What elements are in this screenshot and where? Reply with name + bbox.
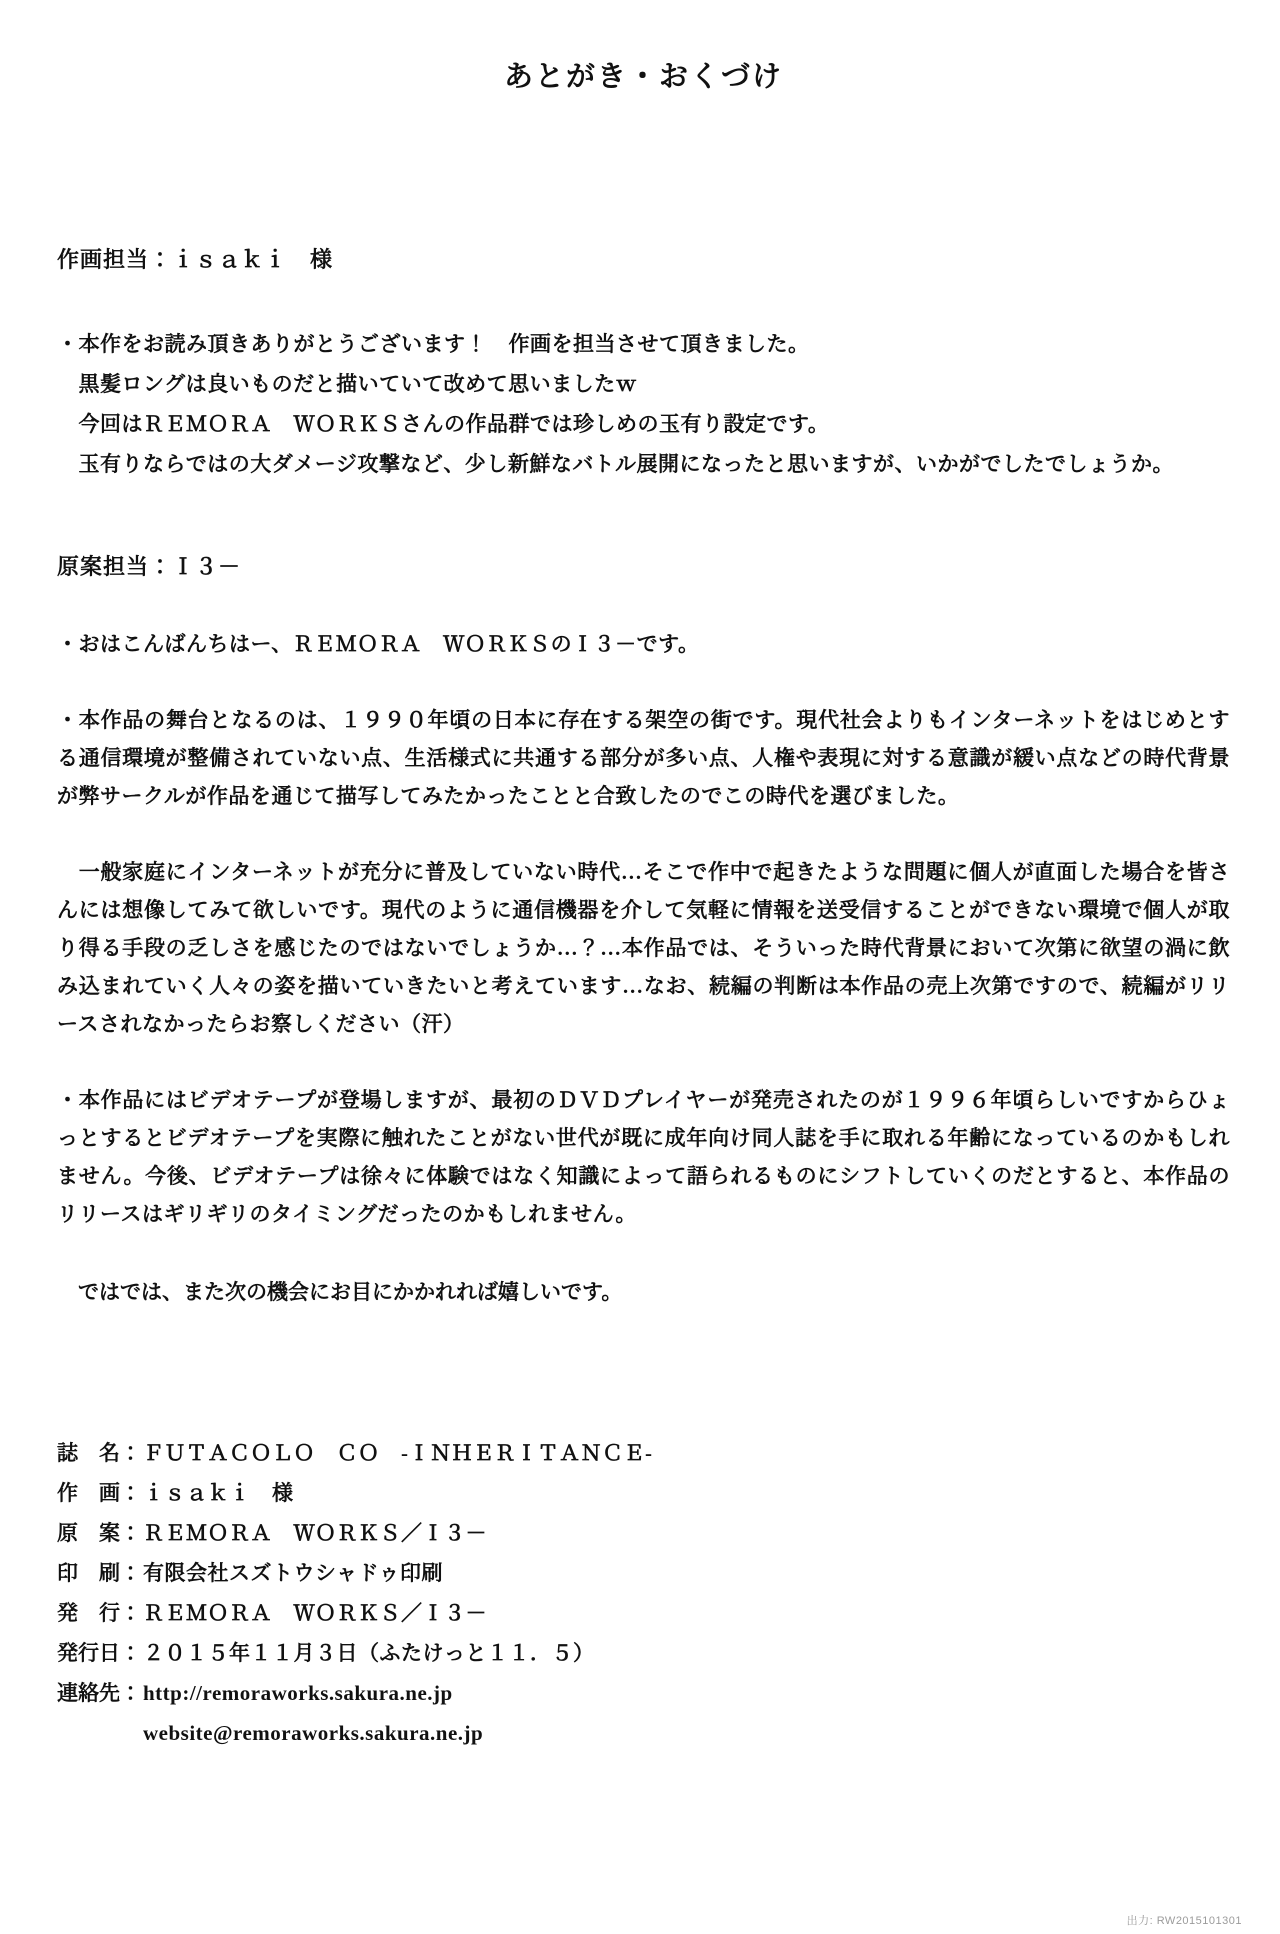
artist-section (57, 243, 1230, 484)
colophon-row-contact-email (57, 1713, 1230, 1753)
writer-paragraph-setting: ・本作品の舞台となるのは、１９９０年頃の日本に存在する架空の街です。現代社会よりもインターネットをはじめとする通信環境が整備されていない点、生活様式に共通する部分が多い点、人権や表現に対する意識が緩い点などの時代背景が弊サークルが作品を通じて描写してみたかったことと合致したのでこの時代を選びました。 (57, 708, 1230, 808)
colophon-row-contact-url (57, 1673, 1230, 1713)
colophon-label: 作 画： (57, 1481, 141, 1505)
artist-comment-line: 玉有りならではの大ダメージ攻撃など、少し新鮮なバトル展開になったと思いますが、いかがでしたでしょうか。 (57, 452, 1174, 476)
artist-comment-line: 今回はＲＥＭＯＲＡ ＷＯＲＫＳさんの作品群では珍しめの玉有り設定です。 (57, 412, 830, 436)
colophon-value: ＦＵＴＡＣＯＬＯ ＣＯ -ＩＮＨＥＲＩＴＡＮＣＥ- (143, 1441, 653, 1465)
colophon-block (57, 1433, 1230, 1753)
writer-paragraph-videotape: ・本作品にはビデオテープが登場しますが、最初のＤＶＤプレイヤーが発売されたのが１９９６年頃らしいですからひょっとするとビデオテープを実際に触れたことがない世代が既に成年向け同人誌を手に取れる年齢になっているのかもしれません。今後、ビデオテープは徐々に体験ではなく知識によって語られるものにシフトしていくのだとすると、本作品のリリースはギリギリのタイミングだったのかもしれません。 (57, 1088, 1230, 1226)
colophon-row-publisher (57, 1593, 1230, 1633)
output-code-stamp: 出力: RW2015101301 (1126, 1915, 1242, 1927)
colophon-row-printer (57, 1553, 1230, 1593)
artist-comment-line: ・本作をお読み頂きありがとうございます！ 作画を担当させて頂きました。 (57, 332, 810, 356)
colophon-row-original-plan (57, 1513, 1230, 1553)
colophon-value: ｉｓａｋｉ 様 (143, 1481, 294, 1505)
writer-credit-heading: 原案担当：Ｉ３－ (57, 554, 242, 579)
writer-greeting: ・おはこんばんちはー、ＲＥＭＯＲＡ ＷＯＲＫＳのＩ３－です。 (57, 632, 700, 656)
colophon-label: 発 行： (57, 1601, 141, 1625)
colophon-value: ＲＥＭＯＲＡ ＷＯＲＫＳ／Ｉ３－ (143, 1601, 487, 1625)
colophon-row-book-title (57, 1433, 1230, 1473)
writer-paragraph-theme: 一般家庭にインターネットが充分に普及していない時代…そこで作中で起きたような問題に個人が直面した場合を皆さんには想像してみて欲しいです。現代のように通信機器を介して気軽に情報を送受信することができない環境で個人が取り得る手段の乏しさを感じたのではないでしょうか…？…本作品では、そういった時代背景において次第に欲望の渦に飲み込まれていく人々の姿を描いていきたいと考えています…なお、続編の判断は本作品の売上次第ですので、続編がリリースされなかったらお察しください（汗） (57, 860, 1230, 1036)
page-title: あとがき・おくづけ (503, 61, 783, 93)
colophon-label: 連絡先： (57, 1681, 141, 1705)
colophon-row-publish-date (57, 1633, 1230, 1673)
writer-section (57, 550, 1230, 1311)
colophon-label: 原 案： (57, 1521, 141, 1545)
artist-comment-block (57, 324, 1230, 484)
contact-email-text: website@remoraworks.sakura.ne.jp (143, 1721, 484, 1745)
colophon-label: 誌 名： (57, 1441, 141, 1465)
colophon-value: 有限会社スズトウシャドゥ印刷 (143, 1561, 444, 1585)
colophon-value: ２０１５年１１月３日（ふたけっと１１．５） (143, 1641, 595, 1665)
colophon-value: ＲＥＭＯＲＡ ＷＯＲＫＳ／Ｉ３－ (143, 1521, 487, 1545)
colophon-label (57, 1713, 143, 1753)
colophon-label: 発行日： (57, 1641, 141, 1665)
artist-credit-heading: 作画担当：ｉｓａｋｉ 様 (57, 247, 334, 272)
artist-comment-line: 黒髪ロングは良いものだと描いていて改めて思いましたｗ (57, 372, 638, 396)
colophon-label: 印 刷： (57, 1561, 141, 1585)
contact-url-text: http://remoraworks.sakura.ne.jp (143, 1681, 453, 1705)
colophon-row-artist (57, 1473, 1230, 1513)
writer-closing-line: ではでは、また次の機会にお目にかかれれば嬉しいです。 (57, 1280, 623, 1304)
